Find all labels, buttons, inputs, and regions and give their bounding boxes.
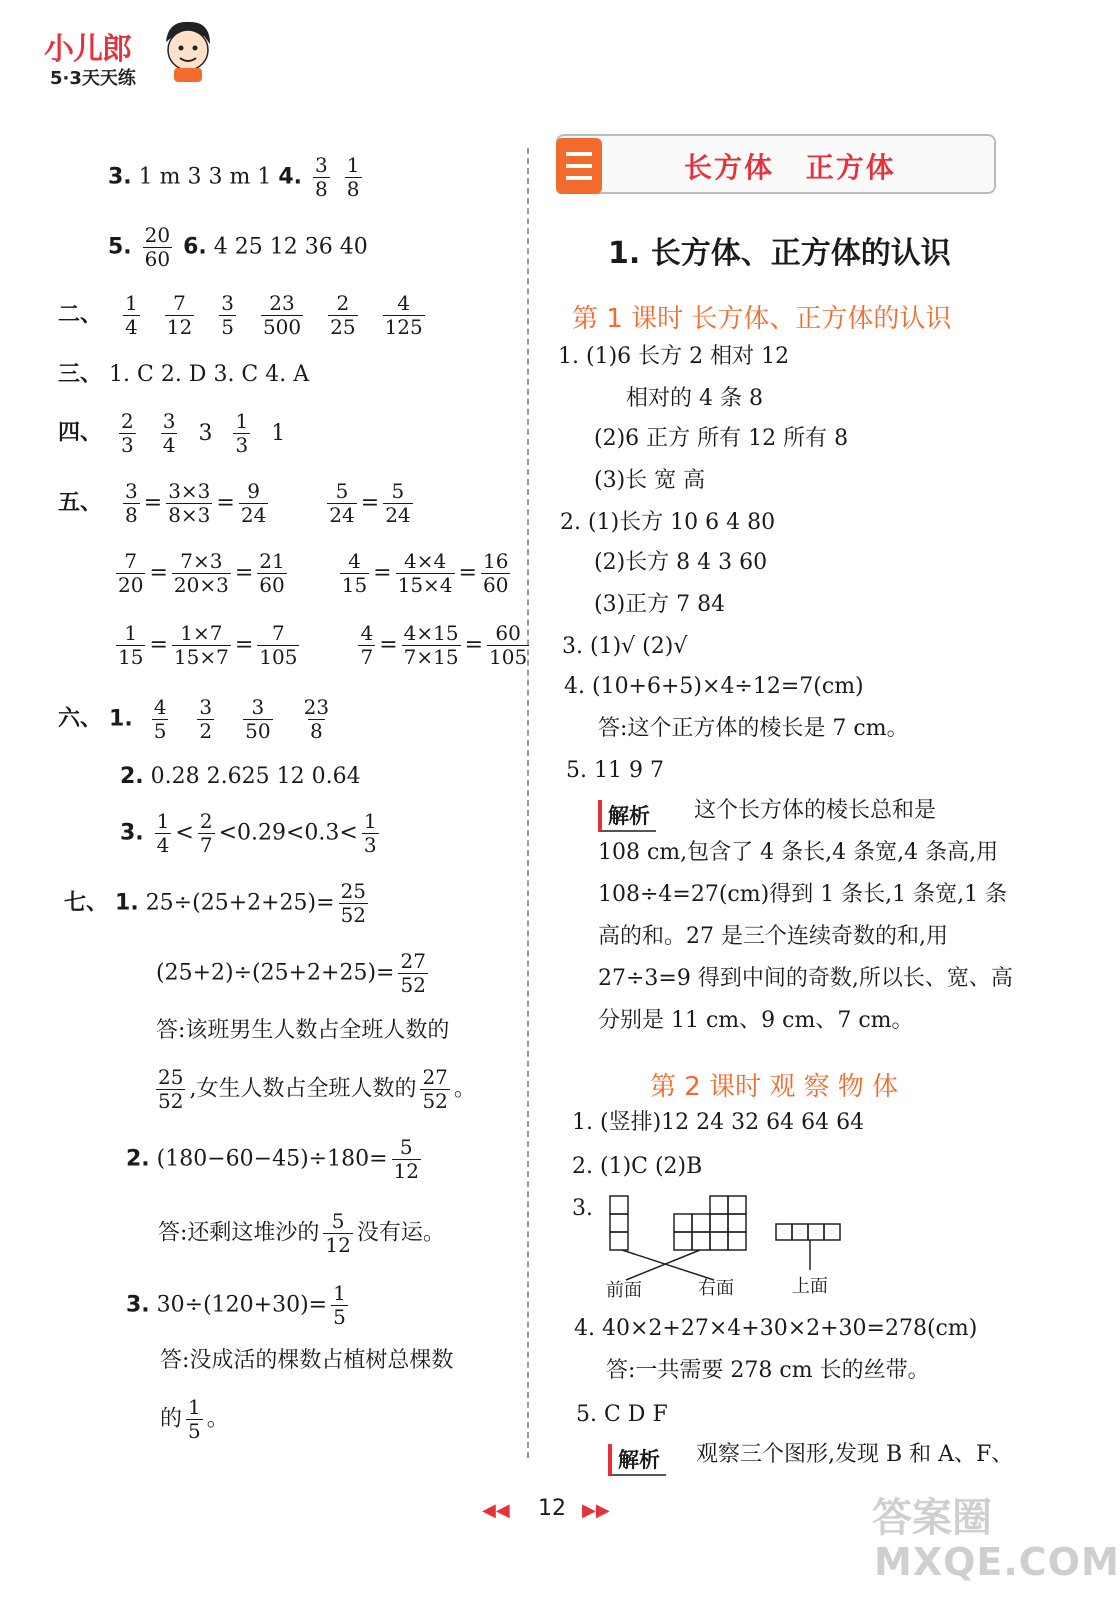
lesson1-q4-answer: 答:这个正方体的棱长是 7 cm。 — [598, 716, 909, 741]
lesson1-q1-line4: (3)长 宽 高 — [594, 468, 706, 493]
view-label-front: 前面 — [606, 1280, 642, 1301]
analysis-badge-2: 解析 — [608, 1444, 666, 1476]
chapter-number-icon — [556, 138, 602, 194]
section-qi-q3-answer: 答:没成活的棵数占植树总棵数 — [160, 1348, 454, 1373]
section-title: 1. 长方体、正方体的认识 — [608, 236, 951, 271]
lesson1-q1-line3: (2)6 正方 所有 12 所有 8 — [594, 426, 849, 451]
lesson-2-title: 第 2 课时 观 察 物 体 — [650, 1072, 899, 1102]
section-wu-row-3: $\frac{1}{15}$ = $\frac{1\times 7}{15\times 7}$ = $\frac{7}{105}$ $\frac{4}{7}$ = $\frac{4\times 15}{7\times 15}$ = $\frac{60}{105}$ — [118, 621, 528, 669]
mascot-icon — [160, 16, 216, 84]
lesson1-q1-line1: 1. (1)6 长方 2 相对 12 — [558, 344, 790, 369]
brand-logo: 小儿郎 — [44, 32, 131, 67]
lesson2-q2: 2. (1)C (2)B — [572, 1154, 703, 1179]
next-page-icon[interactable]: ▶▶ — [582, 1500, 610, 1521]
ans-row-1: 3. 1 m 3 3 m 1 4. $\frac{3}{8}$ $\frac{1}{8}$ — [108, 153, 360, 201]
view-label-right: 右面 — [698, 1278, 734, 1299]
section-qi-q3-answer-cont: 的 $\frac{1}{5}$ 。 — [160, 1395, 229, 1443]
lesson1-q5: 5. 11 9 7 — [566, 758, 664, 783]
lesson1-q2-line3: (3)正方 7 84 — [594, 592, 726, 617]
section-qi-q1-eq2: (25+2)÷(25+2+25)= $\frac{27}{52}$ — [156, 949, 426, 997]
lesson1-q3: 3. (1)√ (2)√ — [562, 634, 688, 659]
brand-subtitle: 5·3天天练 — [50, 68, 136, 89]
chapter-title: 长方体 正方体 — [684, 151, 896, 184]
lesson1-q2-line2: (2)长方 8 4 3 60 — [594, 550, 768, 575]
section-qi-q1-answer-cont: $\frac{25}{52}$ ,女生人数占全班人数的 $\frac{27}{52}$ 。 — [158, 1065, 476, 1113]
lesson2-q4-answer: 答:一共需要 278 cm 长的丝带。 — [606, 1358, 930, 1383]
column-divider — [527, 148, 529, 1458]
analysis-1-body: 108 cm,包含了 4 条长,4 条宽,4 条高,用 108÷4=27(cm)得到 1 条长,1 条宽,1 条高的和。27 是三个连续奇数的和,用 27÷3=9 得到中间的奇数,所以长、宽、高分别是 11 cm、9 cm、7 cm。 — [598, 840, 1013, 1033]
section-qi-q2-answer: 答:还剩这堆沙的 $\frac{5}{12}$ 没有运。 — [158, 1209, 445, 1257]
page-number: 12 — [538, 1496, 566, 1521]
watermark-url: MXQE.COM — [874, 1540, 1120, 1584]
section-san: 三、 1. C 2. D 3. C 4. A — [58, 362, 310, 387]
section-qi-q3-eq: 3. 30÷(120+30)= $\frac{1}{5}$ — [126, 1281, 346, 1329]
lesson1-q4-eq: 4. (10+6+5)×4÷12=7(cm) — [564, 674, 864, 699]
lesson2-q5: 5. C D F — [576, 1402, 668, 1427]
lesson1-q1-line2: 相对的 4 条 8 — [626, 386, 763, 411]
section-liu-q2: 2. 0.28 2.625 12 0.64 — [120, 764, 361, 789]
analysis-badge-1: 解析 — [598, 800, 656, 832]
lesson2-q3-label: 3. — [572, 1196, 593, 1221]
section-er: 二、 $\frac{1}{4}$ $\frac{7}{12}$ $\frac{3}{5}$ $\frac{23}{500}$ $\frac{2}{25}$ $\frac{4}{125}$ — [58, 291, 423, 339]
view-label-top: 上面 — [792, 1276, 828, 1297]
section-qi-q1-eq1: 七、 1. 25÷(25+2+25)= $\frac{25}{52}$ — [64, 879, 367, 927]
lesson1-q2-line1: 2. (1)长方 10 6 4 80 — [560, 510, 776, 535]
analysis-1-first-line: 这个长方体的棱长总和是 — [694, 798, 937, 823]
lesson2-q4-eq: 4. 40×2+27×4+30×2+30=278(cm) — [574, 1316, 978, 1341]
section-liu-q1: 六、 1. $\frac{4}{5}$ $\frac{3}{2}$ $\frac{3}{50}$ $\frac{23}{8}$ — [58, 695, 330, 743]
section-qi-q1-answer: 答:该班男生人数占全班人数的 — [156, 1018, 450, 1043]
analysis-2-text: 观察三个图形,发现 B 和 A、F、 — [696, 1442, 1014, 1467]
section-wu-row-1: 五、 $\frac{3}{8}$ = $\frac{3\times 3}{8\times 3}$ = $\frac{9}{24}$ $\frac{5}{24}$ = $\frac{5}{24}$ — [58, 479, 411, 527]
lesson2-q1: 1. (竖排)12 24 32 64 64 64 — [572, 1110, 865, 1135]
lesson-1-title: 第 1 课时 长方体、正方体的认识 — [572, 304, 952, 334]
section-si: 四、 $\frac{2}{3}$ $\frac{3}{4}$ 3 $\frac{1}{3}$ 1 — [58, 409, 286, 457]
prev-page-icon[interactable]: ◀◀ — [482, 1500, 510, 1521]
section-liu-q3: 3. $\frac{1}{4}$ < $\frac{2}{7}$ <0.29<0.3< $\frac{1}{3}$ — [120, 809, 377, 857]
cube-views-diagram — [604, 1192, 844, 1282]
ans-row-2: 5. $\frac{20}{60}$ 6. 4 25 12 36 40 — [108, 223, 368, 271]
section-qi-q2-eq: 2. (180−60−45)÷180= $\frac{5}{12}$ — [126, 1135, 419, 1183]
watermark-logo: 答案圈 — [872, 1495, 992, 1541]
section-wu-row-2: $\frac{7}{20}$ = $\frac{7\times 3}{20\times 3}$ = $\frac{21}{60}$ $\frac{4}{15}$ = $\frac{4\times 4}{15\times 4}$ = $\frac{16}{60}$ — [118, 549, 509, 597]
